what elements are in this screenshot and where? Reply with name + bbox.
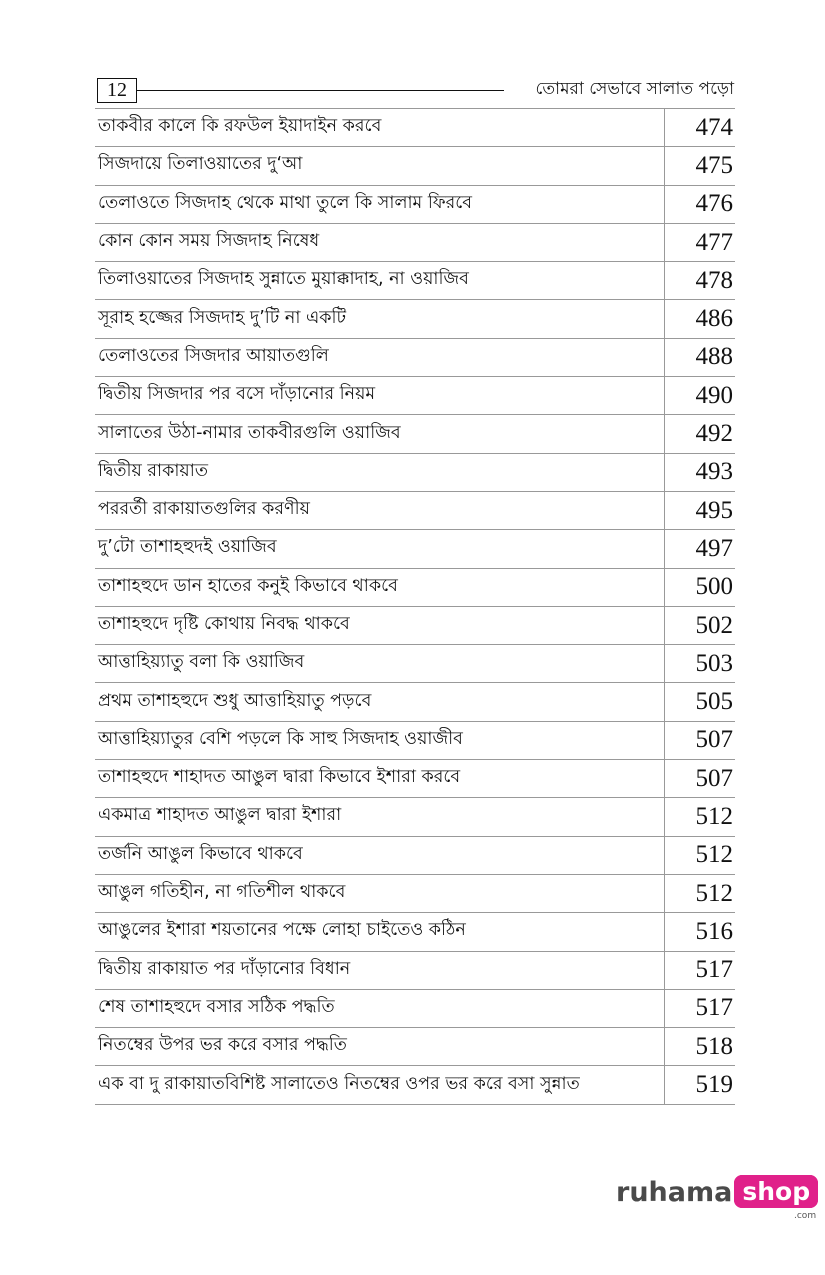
- toc-entry-page: 512: [695, 879, 733, 907]
- running-title: তোমরা সেভাবে সালাত পড়ো: [535, 79, 734, 99]
- toc-entry-title: একমাত্র শাহাদত আঙুল দ্বারা ইশারা: [95, 798, 665, 835]
- toc-entry-page: 519: [695, 1071, 733, 1099]
- toc-entry-title: তাশাহহুদে শাহাদত আঙুল দ্বারা কিভাবে ইশারা করবে: [95, 760, 665, 797]
- toc-entry-page: 502: [695, 611, 733, 639]
- toc-row: [95, 683, 735, 721]
- toc-row: [95, 530, 735, 568]
- toc-entry-title: তাশাহহুদে দৃষ্টি কোথায় নিবদ্ধ থাকবে: [95, 607, 665, 644]
- toc-entry-page: 493: [695, 458, 733, 486]
- toc-row: [95, 109, 735, 147]
- toc-entry-title: এক বা দু রাকায়াতবিশিষ্ট সালাতেও নিতম্বের ওপর ভর করে বসা সুন্নাত: [95, 1066, 665, 1103]
- toc-row: [95, 224, 735, 262]
- toc-entry-title: তর্জনি আঙুল কিভাবে থাকবে: [95, 837, 665, 874]
- toc-entry-page: 507: [695, 726, 733, 754]
- toc-entry-page: 478: [695, 266, 733, 294]
- toc-row: [95, 607, 735, 645]
- page-header: [97, 78, 734, 105]
- toc-row: [95, 990, 735, 1028]
- toc-entry-page: 486: [695, 305, 733, 333]
- toc-entry-title: আঙুলের ইশারা শয়তানের পক্ষে লোহা চাইতেও কঠিন: [95, 913, 665, 950]
- toc-entry-page: 518: [695, 1032, 733, 1060]
- toc-entry-page: 512: [695, 802, 733, 830]
- toc-entry-title: তাকবীর কালে কি রফউল ইয়াদাইন করবে: [95, 109, 665, 146]
- toc-entry-page: 476: [695, 190, 733, 218]
- toc-row: [95, 1028, 735, 1066]
- toc-row: [95, 798, 735, 836]
- toc-entry-page: 517: [695, 956, 733, 984]
- toc-row: [95, 1066, 735, 1104]
- toc-entry-title: আত্তাহিয়্যাতুর বেশি পড়লে কি সাহু সিজদাহ ওয়াজীব: [95, 722, 665, 759]
- logo-dotcom: .com: [794, 1211, 817, 1221]
- toc-row: [95, 339, 735, 377]
- toc-row: [95, 569, 735, 607]
- header-rule: [137, 90, 504, 91]
- toc-row: [95, 952, 735, 990]
- toc-entry-page: 497: [695, 534, 733, 562]
- toc-row: [95, 760, 735, 798]
- toc-entry-title: প্রথম তাশাহহুদে শুধু আত্তাহিয়াতু পড়বে: [95, 683, 665, 720]
- toc-entry-page: 492: [695, 420, 733, 448]
- toc-entry-title: সিজদায়ে তিলাওয়াতের দু‘আ: [95, 147, 665, 184]
- toc-row: [95, 377, 735, 415]
- toc-row: [95, 262, 735, 300]
- toc-entry-title: তিলাওয়াতের সিজদাহ সুন্নাতে মুয়াক্কাদাহ, না ওয়াজিব: [95, 262, 665, 299]
- toc-entry-page: 507: [695, 764, 733, 792]
- ruhamashop-logo: [616, 1176, 818, 1221]
- toc-entry-title: আত্তাহিয়্যাতু বলা কি ওয়াজিব: [95, 645, 665, 682]
- toc-entry-page: 512: [695, 841, 733, 869]
- toc-row: [95, 492, 735, 530]
- toc-entry-page: 477: [695, 228, 733, 256]
- toc-row: [95, 875, 735, 913]
- toc-row: [95, 415, 735, 453]
- toc-entry-page: 490: [695, 381, 733, 409]
- toc-entry-title: তাশাহহুদে ডান হাতের কনুই কিভাবে থাকবে: [95, 569, 665, 606]
- toc-entry-page: 500: [695, 573, 733, 601]
- toc-entry-page: 503: [695, 649, 733, 677]
- toc-row: [95, 186, 735, 224]
- toc-row: [95, 147, 735, 185]
- logo-badge-wrap: [734, 1176, 818, 1221]
- toc-entry-page: 516: [695, 917, 733, 945]
- toc-row: [95, 913, 735, 951]
- toc-entry-page: 505: [695, 688, 733, 716]
- toc-entry-title: কোন কোন সময় সিজদাহ নিষেধ: [95, 224, 665, 261]
- toc-entry-title: দ্বিতীয় সিজদার পর বসে দাঁড়ানোর নিয়ম: [95, 377, 665, 414]
- toc-entry-title: নিতম্বের উপর ভর করে বসার পদ্ধতি: [95, 1028, 665, 1065]
- toc-entry-title: সূরাহ হজ্জের সিজদাহ দু’টি না একটি: [95, 300, 665, 337]
- toc-row: [95, 300, 735, 338]
- toc-entry-title: দ্বিতীয় রাকায়াত: [95, 454, 665, 491]
- toc-entry-page: 495: [695, 496, 733, 524]
- toc-row: [95, 722, 735, 760]
- toc-entry-title: তেলাওতের সিজদার আয়াতগুলি: [95, 339, 665, 376]
- toc-row: [95, 454, 735, 492]
- toc-entry-page: 488: [695, 343, 733, 371]
- toc-table: [95, 108, 735, 1105]
- logo-badge: shop: [734, 1175, 818, 1208]
- toc-row: [95, 645, 735, 683]
- toc-entry-page: 517: [695, 994, 733, 1022]
- toc-entry-title: পররর্তী রাকায়াতগুলির করণীয়: [95, 492, 665, 529]
- toc-entry-page: 475: [695, 151, 733, 179]
- toc-entry-title: তেলাওতে সিজদাহ থেকে মাথা তুলে কি সালাম ফিরবে: [95, 186, 665, 223]
- toc-entry-title: শেষ তাশাহহুদে বসার সঠিক পদ্ধতি: [95, 990, 665, 1027]
- toc-entry-title: দু’টো তাশাহহুদই ওয়াজিব: [95, 530, 665, 567]
- logo-word: ruhama: [616, 1177, 733, 1208]
- toc-entry-title: আঙুল গতিহীন, না গতিশীল থাকবে: [95, 875, 665, 912]
- toc-entry-title: সালাতের উঠা-নামার তাকবীরগুলি ওয়াজিব: [95, 415, 665, 452]
- toc-entry-title: দ্বিতীয় রাকায়াত পর দাঁড়ানোর বিধান: [95, 952, 665, 989]
- toc-entry-page: 474: [695, 113, 733, 141]
- page-number: 12: [97, 78, 137, 103]
- toc-row: [95, 837, 735, 875]
